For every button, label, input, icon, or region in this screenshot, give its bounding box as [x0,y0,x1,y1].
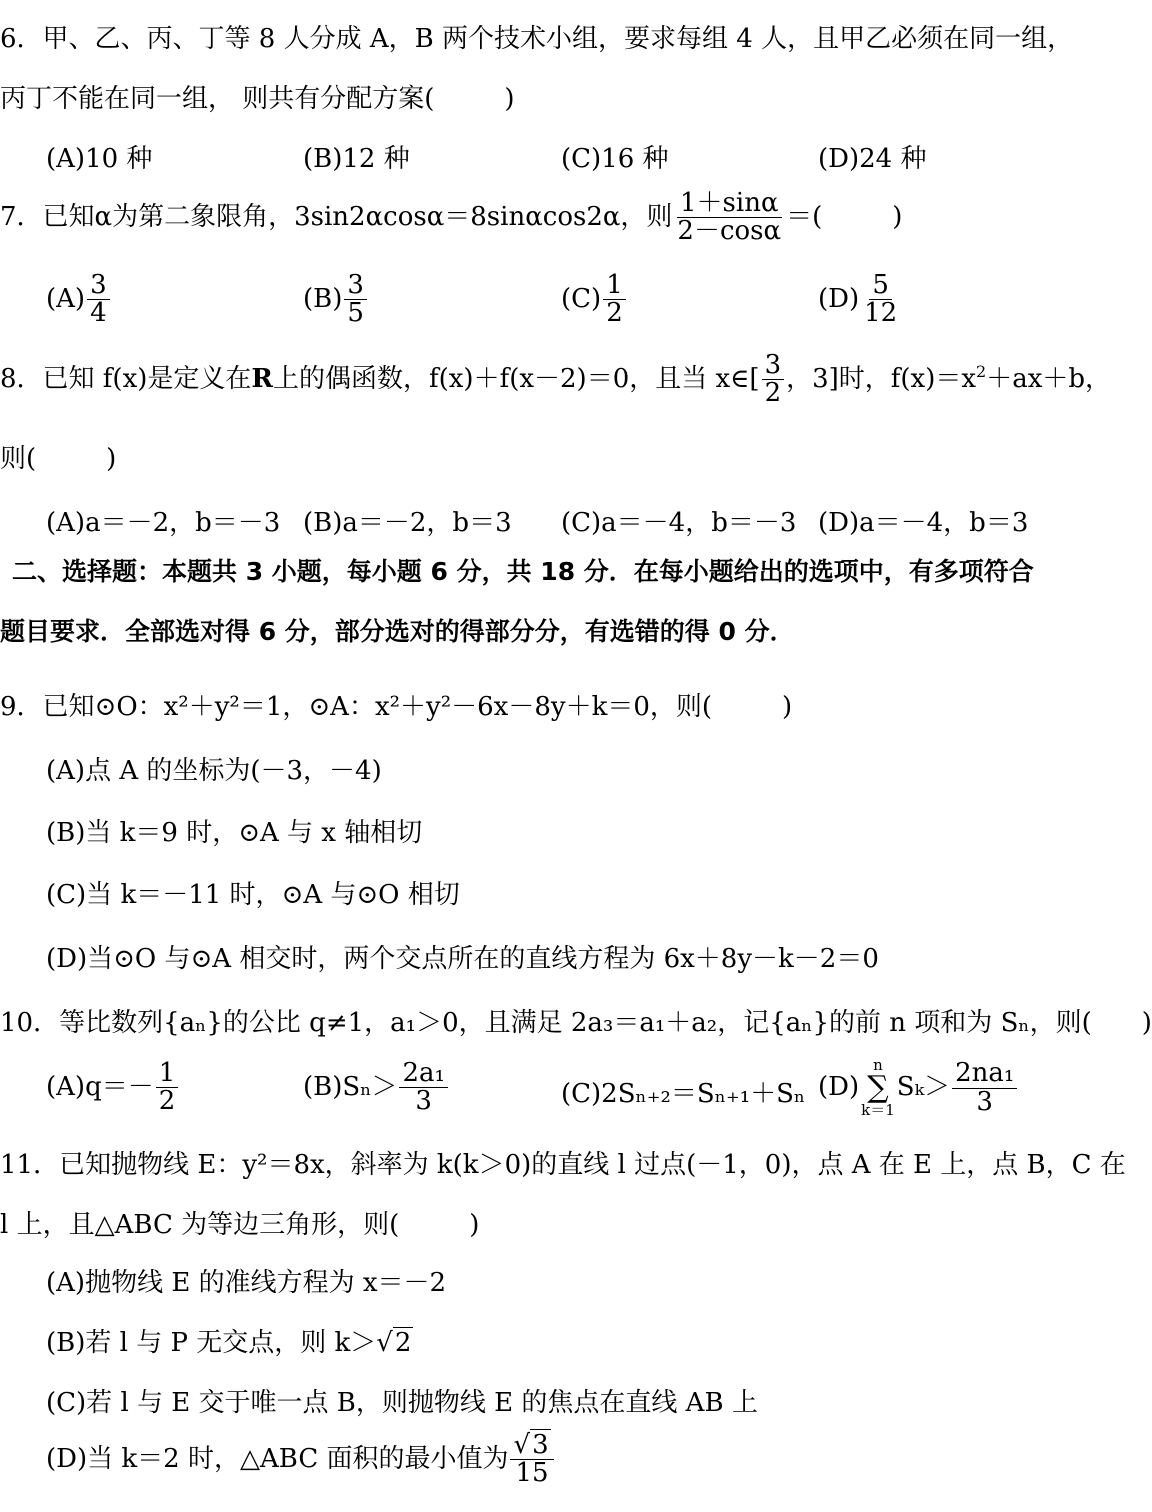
q9-close-paren: ) [782,692,793,722]
sqrt-icon: √2 [376,1328,412,1358]
q10-option-d [818,1058,1019,1118]
q7-frac-numerator: 1＋sinα [677,190,782,218]
q9-stem-text: 9．已知⊙O：x²＋y²＝1，⊙A：x²＋y²－6x－8y＋k＝0，则( [0,692,713,722]
q10-option-b-text: (B)Sₙ＞ [303,1071,398,1102]
q8-frac-denominator: 2 [764,378,782,409]
q9-option-b: (B)当 k＝9 时，⊙A 与 x 轴相切 [46,818,423,848]
q11-option-d-den: 15 [515,1458,549,1489]
q7-tail: ＝( [786,201,823,232]
q11-close-paren: ) [469,1210,480,1240]
q7-option-a-num: 3 [87,272,110,300]
q10-option-a [46,1060,180,1116]
q11-option-b-text: (B)若 l 与 P 无交点，则 k＞ [46,1328,377,1358]
q11-option-a: (A)抛物线 E 的准线方程为 x＝－2 [46,1268,447,1298]
q8-stem-line2 [0,438,116,475]
q10-option-d-term: Sₖ＞ [896,1072,951,1102]
q6-stem-text: 丙丁不能在同一组， 则共有分配方案( [0,84,435,114]
q10-close-paren: ) [1141,1008,1152,1038]
q7-option-a-label: (A) [46,283,86,314]
q9-option-c: (C)当 k＝－11 时，⊙A 与⊙O 相切 [46,880,460,910]
q8-fraction [762,352,785,408]
q7-frac-denominator: 2－cosα [677,216,782,247]
q8-option-b: (B)a＝－2，b＝3 [303,508,512,538]
q10-option-a-den: 2 [158,1086,176,1117]
section2-heading-line1: 二、选择题：本题共 3 小题，每小题 6 分，共 18 分．在每小题给出的选项中，有多项符合 [12,557,1034,586]
q10-sum-lower: k＝1 [861,1101,895,1119]
q8-part4: ＋ax＋b， [986,363,1112,394]
q8-superscript: 2 [976,362,987,382]
q8-part1: 8．已知 f(x)是定义在 [0,363,252,394]
q7-option-b [303,272,369,328]
q11-option-b [46,1322,413,1359]
q7-option-b-den: 5 [347,298,364,329]
q6-option-c: (C)16 种 [561,144,669,174]
q7-option-d-label: (D) [818,283,860,314]
q10-summation [861,1058,895,1118]
q7-option-a-den: 4 [90,298,107,329]
section2-heading-line2: 题目要求．全部选对得 6 分，部分选对的得部分分，有选错的得 0 分． [0,617,795,646]
q7-fraction [674,190,784,246]
q10-option-a-text: (A)q＝－ [46,1071,154,1102]
q8-part3: ，3]时，f(x)＝x [786,363,977,394]
q11-option-d [46,1432,556,1488]
q10-option-b [303,1060,450,1116]
q10-option-c: (C)2Sₙ₊₂＝Sₙ₊₁＋Sₙ [561,1079,806,1109]
q7-option-c-den: 2 [606,298,623,329]
q7-option-b-num: 3 [344,272,367,300]
q11-stem-line1: 11．已知抛物线 E：y²＝8x，斜率为 k(k＞0)的直线 l 过点(－1，0)，点 A 在 E 上，点 B，C 在 [0,1150,1126,1180]
q7-option-d [818,272,902,328]
q8-option-c: (C)a＝－4，b＝－3 [561,508,797,538]
q7-stem-text: 7．已知α为第二象限角，3sin2αcosα＝8sinαcos2α，则 [0,201,673,232]
q11-option-d-text: (D)当 k＝2 时，△ABC 面积的最小值为 [46,1443,509,1474]
q7-option-a [46,272,112,328]
q11-stem-text: l 上，且△ABC 为等边三角形，则( [0,1210,400,1240]
q11-option-c: (C)若 l 与 E 交于唯一点 B，则抛物线 E 的焦点在直线 AB 上 [46,1388,758,1418]
q6-close-paren: ) [504,84,515,114]
q8-part2: 上的偶函数，f(x)＋f(x－2)＝0，且当 x∈[ [273,363,760,394]
q9-option-d: (D)当⊙O 与⊙A 相交时，两个交点所在的直线方程为 6x＋8y－k－2＝0 [46,944,879,974]
q11-option-d-radicand: 3 [532,1430,549,1460]
q11-option-d-num [510,1432,553,1460]
q10-option-d-den: 3 [976,1086,993,1117]
q6-option-a: (A)10 种 [46,144,153,174]
q11-stem-line2 [0,1204,479,1241]
q10-option-b-num: 2a₁ [399,1060,447,1088]
q6-stem-line2 [0,78,515,115]
q10-option-b-den: 3 [415,1086,432,1117]
q10-option-a-num: 1 [156,1060,179,1088]
q6-option-d: (D)24 种 [818,144,927,174]
q8-frac-numerator: 3 [762,352,785,380]
q7-option-c-label: (C) [561,283,602,314]
q11-option-b-radicand: 2 [394,1328,412,1358]
q7-option-b-label: (B) [303,283,343,314]
q8-option-a: (A)a＝－2，b＝－3 [46,508,281,538]
q6-option-b: (B)12 种 [303,144,410,174]
q9-stem [0,686,792,723]
q7-stem [0,190,902,246]
q8-option-d: (D)a＝－4，b＝3 [818,508,1029,538]
q8-close-paren: ) [106,444,117,474]
q8-then: 则( [0,444,37,474]
q9-option-a: (A)点 A 的坐标为(－3，－4) [46,756,382,786]
q10-stem-text: 10．等比数列{aₙ}的公比 q≠1，a₁＞0，且满足 2a₃＝a₁＋a₂，记{aₙ}的前 n 项和为 Sₙ，则( [0,1008,1092,1038]
q10-option-d-label: (D) [818,1072,860,1102]
q8-real-set: R [251,363,273,394]
sigma-icon: ∑ [867,1070,889,1105]
q7-close-paren: ) [892,201,903,232]
sqrt-icon: √3 [513,1430,549,1460]
q8-stem-line1 [0,352,1111,408]
q7-option-d-den: 12 [864,298,898,329]
q7-option-d-num: 5 [869,272,892,300]
q6-stem-line1: 6．甲、乙、丙、丁等 8 人分成 A，B 两个技术小组，要求每组 4 人，且甲乙必须在同一组， [0,24,1074,54]
q10-option-d-num: 2na₁ [952,1060,1017,1088]
q10-sum-upper: n [873,1056,883,1074]
q7-option-c-num: 1 [603,272,626,300]
q7-option-c [561,272,628,328]
q10-stem [0,1002,1152,1039]
